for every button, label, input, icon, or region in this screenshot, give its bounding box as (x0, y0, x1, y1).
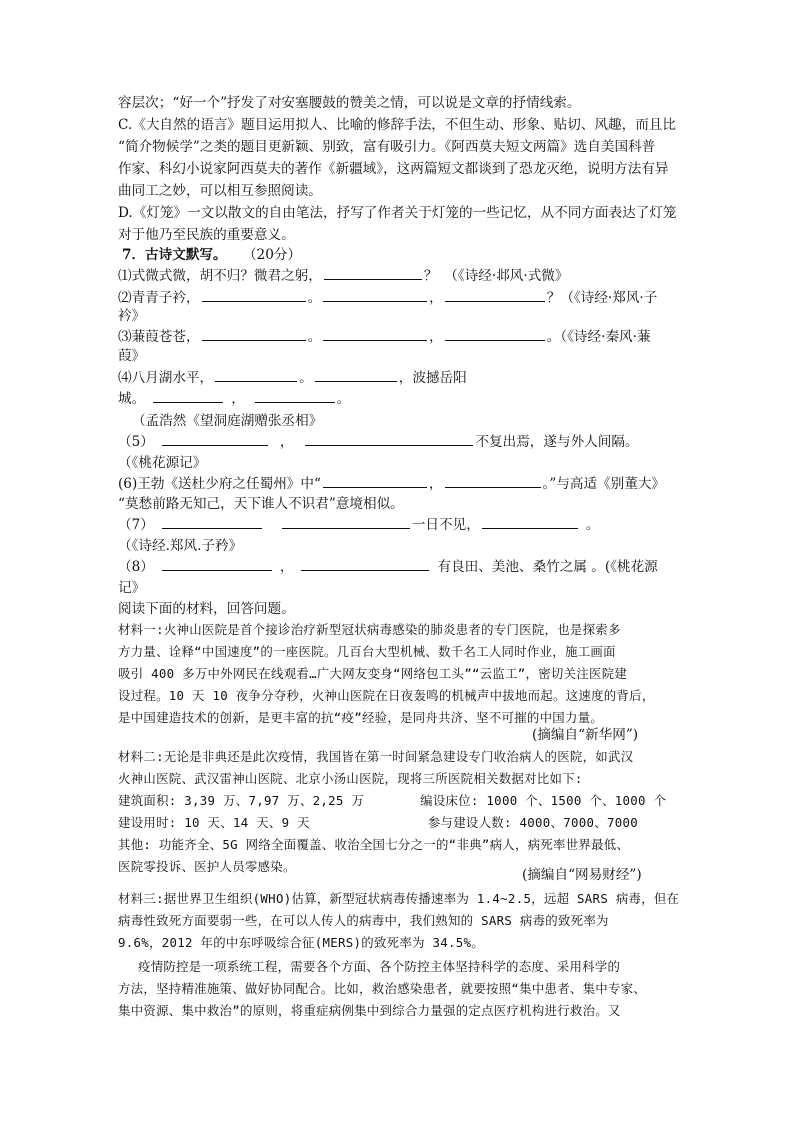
recite-item-8 (118, 556, 658, 578)
text-line: 作家、科幻小说家阿西莫夫的著作《新疆域》，这两篇短文都谈到了恐龙灭绝，说明方法有异 (118, 161, 669, 177)
material-1-line: 是中国建造技术的创新，是更丰富的抗“疫”经验，是同舟共济、坚不可摧的中国力量。 (118, 710, 604, 725)
item-text: 。 (299, 370, 313, 386)
answer-blank[interactable] (323, 326, 427, 341)
item-text: ， (231, 391, 245, 407)
item-text: ，波撼岳阳 (398, 370, 467, 386)
item-text: ⑷八月湖水平， (118, 370, 214, 386)
question-score: （20分） (242, 247, 302, 263)
item-text: 一日不见， (411, 517, 480, 533)
answer-blank[interactable] (482, 514, 578, 529)
item-text: ， (429, 290, 443, 306)
answer-blank[interactable] (445, 326, 545, 341)
answer-blank[interactable] (445, 287, 545, 302)
text-line: 衿》 (118, 308, 146, 324)
text-line: “莫愁前路无知己，天下谁人不识君”意境相似。 (118, 496, 404, 512)
data-cell: 建筑面积: 3,39 万、7,97 万、2,25 万 (118, 793, 365, 808)
item-text: 城。 (118, 391, 146, 407)
material-2-data-row (118, 790, 666, 812)
text-line: 容层次；“好一个”抒发了对安塞腰鼓的赞美之情，可以说是文章的抒情线索。 (118, 95, 581, 111)
item-text: 不复出焉，遂与外人间隔。 (475, 434, 639, 450)
recite-item-6 (118, 473, 665, 495)
data-cell: 参与建设人数: 4000、7000、7000 (427, 815, 638, 830)
material-3-line: 集中资源、集中救治”的原则，将重症病例集中到综合力量强的定点医疗机构进行救治。又 (118, 1003, 621, 1018)
item-text: 有良田、美池、桑竹之属 。(《桃花源 (437, 559, 658, 575)
item-text: 。（《诗经·秦风·蒹 (546, 329, 651, 345)
text-line: “简介物候学”之类的题目更新颖、别致，富有吸引力。《阿西莫夫短文两篇》选自美国科普 (118, 139, 656, 155)
item-text: （8） (118, 559, 154, 575)
item-text: ⑴式微式微，胡不归？微君之躬， (118, 268, 322, 284)
text-line: D.《灯笼》一文以散文的自由笔法，抒写了作者关于灯笼的一些记忆，从不同方面表达了灯笼 (118, 205, 677, 221)
material-3-line: 疫情防控是一项系统工程，需要各个方面、各个防控主体坚持科学的态度、采用科学的 (138, 959, 621, 974)
answer-blank[interactable] (215, 367, 297, 382)
answer-blank[interactable] (323, 473, 427, 488)
recite-item-2 (118, 287, 657, 309)
material-2-source: (摘编自“网易财经”) (522, 867, 642, 883)
material-3-line: 9.6%，2012 年的中东呼吸综合征(MERS)的致死率为 34.5%。 (118, 935, 485, 950)
material-2-line: 医院零投诉、医护人员零感染。 (118, 859, 296, 874)
recite-item-4 (118, 367, 467, 389)
item-text: 。 (336, 391, 351, 407)
item-text: 。 (307, 290, 322, 306)
material-2-line: 材料二:无论是非典还是此次疫情，我国皆在第一时间紧急建设专门收治病人的医院，如武汉 (118, 749, 634, 764)
item-text: （5） (118, 434, 154, 450)
material-3-line: 病毒性致死方面要弱一些，在可以人传人的病毒中，我们熟知的 SARS 病毒的致死率为 (118, 913, 609, 928)
text-line: （《诗经.郑风.子矜》 (118, 538, 243, 554)
answer-blank[interactable] (323, 287, 427, 302)
answer-blank[interactable] (162, 431, 268, 446)
material-1-line: 吸引 400 多万中外网民在线观看…广大网友变身“网络包工头”“云监工”，密切关注医院建 (118, 666, 628, 681)
question-title: 7．古诗文默写。 (122, 247, 227, 263)
answer-blank[interactable] (202, 287, 306, 302)
text-line: 葭》 (118, 348, 146, 364)
answer-blank[interactable] (162, 556, 272, 571)
item-text: ⑵青青子衿， (118, 290, 200, 306)
text-line: 记》 (118, 580, 146, 596)
item-text: ， (279, 559, 294, 575)
recite-item-4-cont (118, 388, 350, 410)
item-text: (6)王勃《送杜少府之任蜀州》中“ (118, 476, 321, 492)
answer-blank[interactable] (153, 388, 223, 403)
material-1-source: (摘编自“新华网”) (532, 727, 639, 743)
answer-blank[interactable] (301, 556, 429, 571)
data-cell: 建设用时: 10 天、14 天、9 天 (118, 815, 310, 830)
recite-item-1 (118, 265, 568, 287)
answer-blank[interactable] (162, 514, 262, 529)
text-line: C.《大自然的语言》题目运用拟人、比喻的修辞手法，不但生动、形象、贴切、风趣，而且比 (118, 117, 676, 133)
question-7-title (122, 244, 301, 266)
text-line: 曲同工之妙，可以相互参照阅读。 (118, 183, 322, 199)
item-text: ， (429, 329, 443, 345)
recite-item-3 (118, 326, 651, 348)
answer-blank[interactable] (282, 514, 410, 529)
text-line: （孟浩然《望洞庭湖赠张丞相》 (132, 413, 323, 429)
item-text: ？（《诗经·郑风·子 (546, 290, 658, 306)
recite-item-7 (118, 514, 599, 536)
material-2-line: 火神山医院、武汉雷神山医院、北京小汤山医院，现将三所医院相关数据对比如下: (118, 771, 583, 786)
answer-blank[interactable] (255, 388, 335, 403)
material-2-line: 其他: 功能齐全、5G 网络全面覆盖、收治全国七分之一的“非典”病人，病死率世界最低、 (118, 837, 630, 852)
material-3-line: 材料三:据世界卫生组织(WHO)估算，新型冠状病毒传播速率为 1.4~2.5，远超 SARS 病毒，但在 (118, 891, 680, 906)
item-text: （7） (118, 517, 154, 533)
item-text: ？ （《诗经·邶风·式微》 (423, 268, 569, 284)
item-text: 。”与高适《别董大》 (542, 476, 666, 492)
answer-blank[interactable] (202, 326, 306, 341)
recite-item-5 (118, 431, 639, 453)
material-1-line: 设过程。10 天 10 夜争分夺秒，火神山医院在日夜轰鸣的机械声中拔地而起。这速度的背后， (118, 688, 655, 703)
answer-blank[interactable] (445, 473, 541, 488)
material-3-line: 方法，坚持精准施策、做好协同配合。比如，救治感染患者，就要按照“集中患者、集中专家、 (118, 981, 647, 996)
item-text: 。 (307, 329, 322, 345)
data-cell: 编设床位: 1000 个、1500 个、1000 个 (420, 793, 667, 808)
reading-instruction: 阅读下面的材料，回答问题。 (118, 601, 295, 617)
item-text: ， (279, 434, 294, 450)
material-2-data-row (118, 812, 638, 834)
material-1-line: 方力量、诠释“中国速度”的一座医院。几百台大型机械、数千名工人同时作业，施工画面 (118, 644, 616, 659)
answer-blank[interactable] (315, 367, 397, 382)
text-line: 对于他乃至民族的重要意义。 (118, 227, 295, 243)
item-text: 。 (585, 517, 600, 533)
answer-blank[interactable] (324, 265, 422, 280)
item-text: ， (428, 476, 443, 492)
text-line: （《桃花源记》 (118, 455, 207, 471)
material-1-line: 材料一:火神山医院是首个接诊治疗新型冠状病毒感染的肺炎患者的专门医院，也是探索多 (118, 622, 621, 637)
answer-blank[interactable] (305, 431, 473, 446)
item-text: ⑶蒹葭苍苍， (118, 329, 200, 345)
